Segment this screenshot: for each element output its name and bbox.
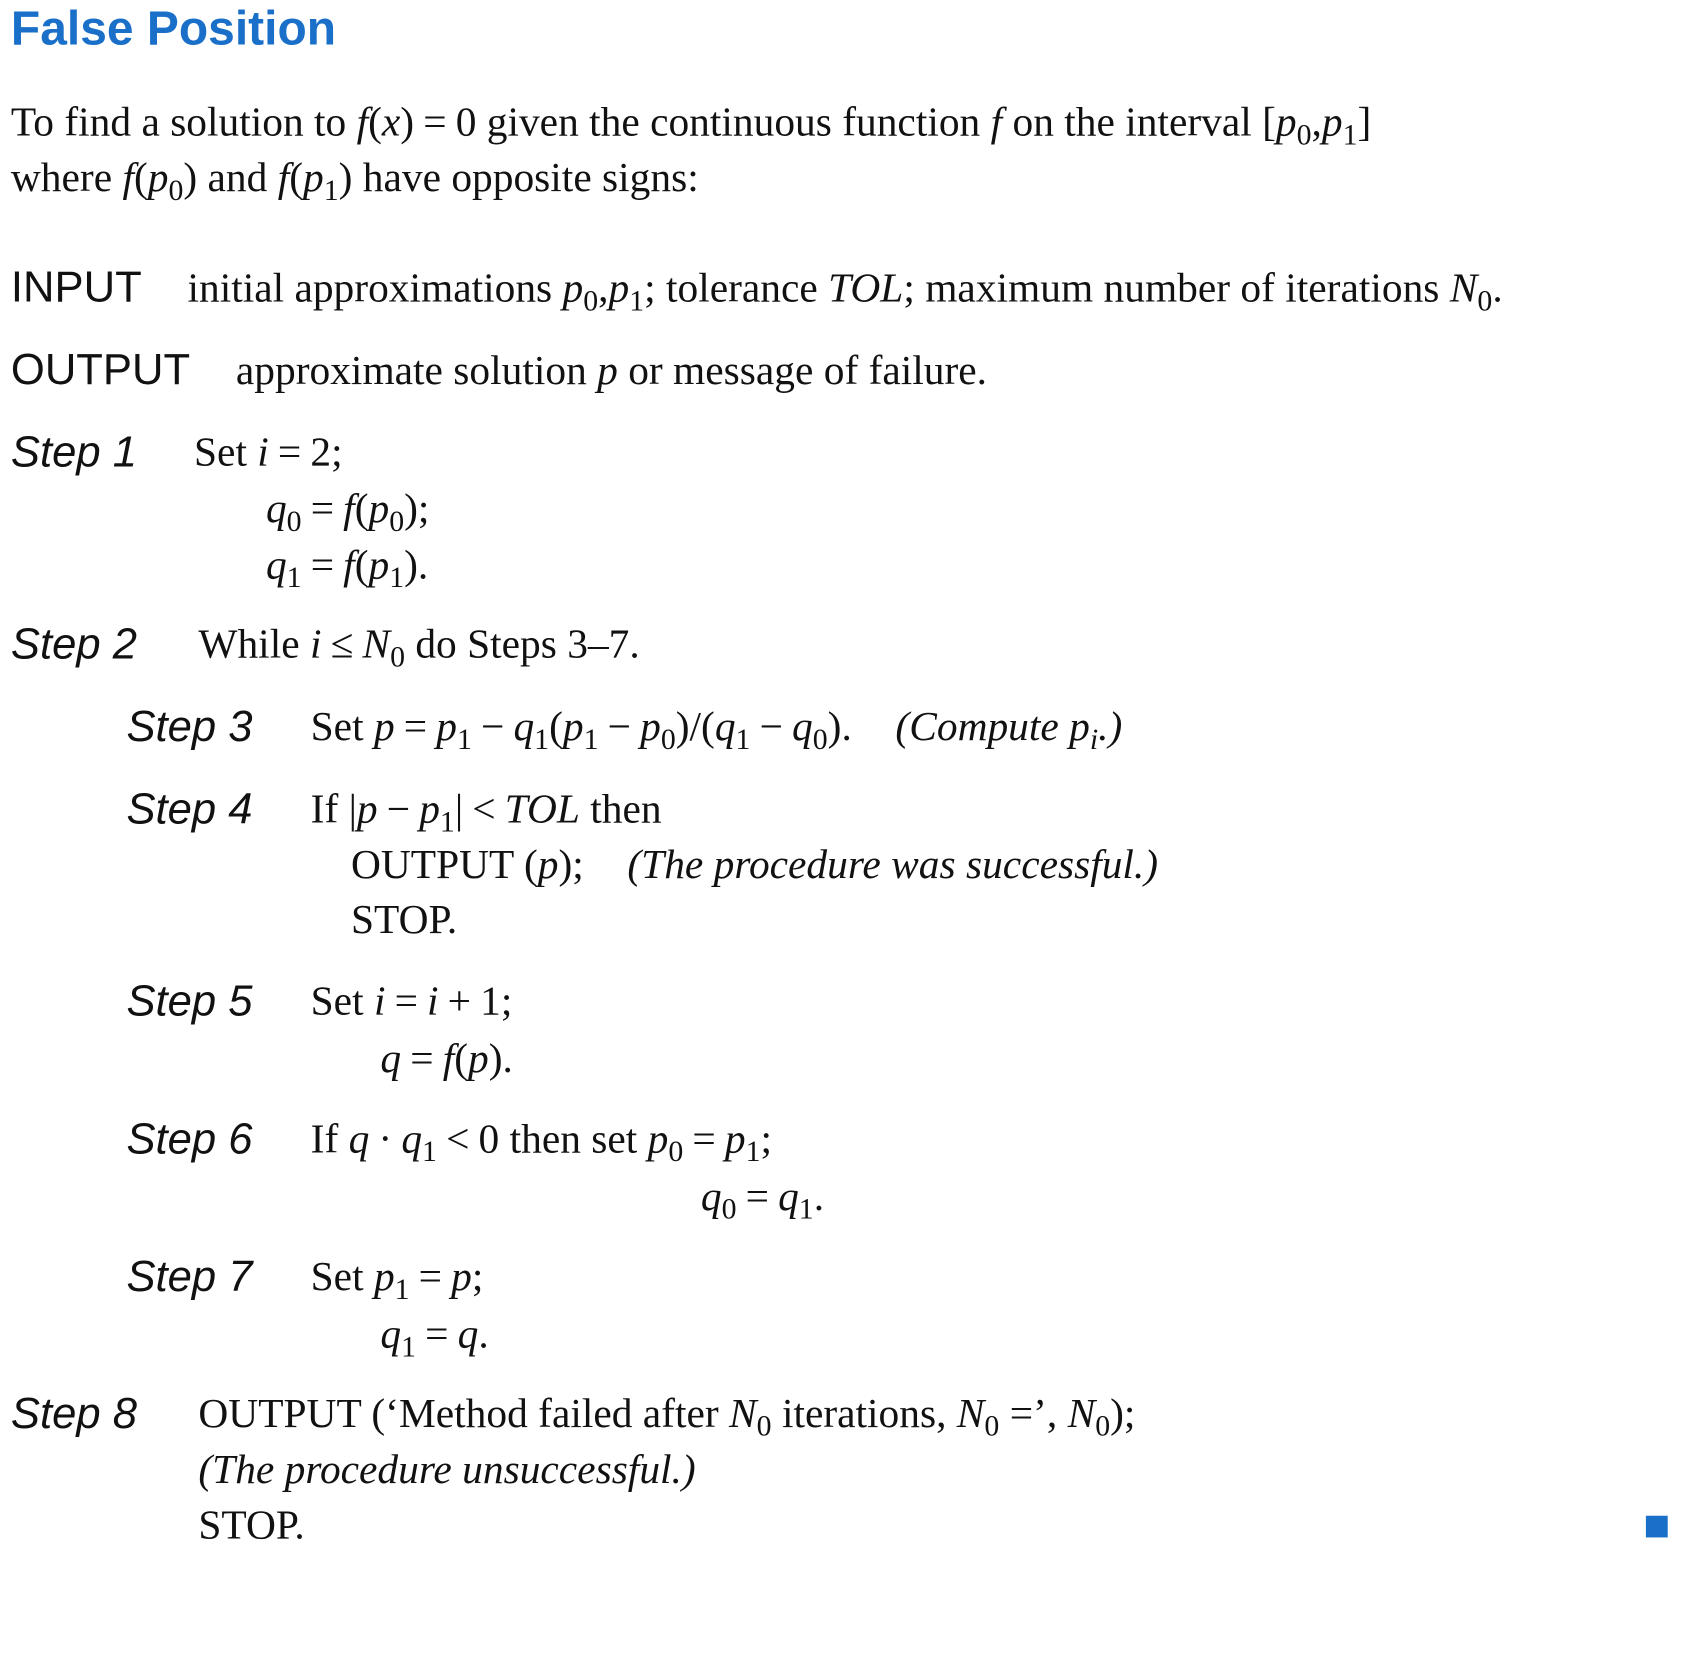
step-6-line-2: $q_0 = q_1$. [700, 1173, 825, 1226]
step-6-line-1: If $q \cdot q_1 < 0$ then set $p_0 = p_1$; [310, 1116, 773, 1168]
step-8-line-1: OUTPUT (‘Method failed after $N_0$ iterations, $N_0$ =’, $N_0$); [198, 1390, 1136, 1443]
step-5-label: Step 5 [126, 977, 253, 1026]
step-6-label: Step 6 [126, 1115, 253, 1164]
step-3-line: Set $p = p_1 - q_1(p_1 - p_0)/(q_1 - q_0)$. (Compute $p_i$.) [310, 704, 1123, 756]
step-5-line-2: q = f(p). [380, 1036, 513, 1082]
step-2-label: Step 2 [10, 620, 137, 669]
step-1-line-1: Set i = 2; [194, 429, 343, 476]
step-7-label: Step 7 [126, 1253, 253, 1301]
step-1-line-3: $q_1 = f(p_1)$. [265, 542, 429, 594]
intro-paragraph: To find a solution to f(x) = 0 given the continuous function f on the interval $[p_0,p_1]$ where $f(p_0)$ and $f(p_1)$ have opposite signs: [10, 99, 1372, 207]
step-2-line: While $i \le N_0$ do Steps 3–7. [198, 621, 640, 673]
page-title: False Position [10, 2, 337, 56]
step-8-line-3: STOP. [198, 1502, 305, 1549]
output-label: OUTPUT [10, 346, 191, 394]
step-5-line-1: Set i = i + 1; [310, 978, 513, 1025]
step-7-line-2: $q_1 = q$. [380, 1311, 489, 1363]
step-7-line-1: Set $p_1 = p$; [310, 1254, 484, 1306]
input-label: INPUT [10, 263, 142, 312]
end-of-algorithm-square-icon [1646, 1516, 1668, 1538]
step-8-line-2: (The procedure unsuccessful.) [198, 1447, 696, 1493]
step-8-label: Step 8 [10, 1389, 137, 1438]
step-1-label: Step 1 [10, 428, 137, 477]
step-4-line-3: STOP. [350, 897, 458, 943]
step-4-line-2: OUTPUT (p); (The procedure was successful.) [350, 841, 1159, 888]
output-line: OUTPUT approximate solution p or message of failure. [10, 346, 988, 394]
step-4-line-1: If $|p - p_1|$ < TOL then [310, 786, 662, 838]
input-line: INPUT initial approximations $p_0,p_1$; tolerance TOL; maximum number of iterations $N_0$. [10, 263, 1503, 318]
step-1-line-2: $q_0 = f(p_0)$; [265, 486, 430, 538]
step-4-label: Step 4 [126, 785, 253, 834]
step-3-label: Step 3 [126, 703, 253, 751]
